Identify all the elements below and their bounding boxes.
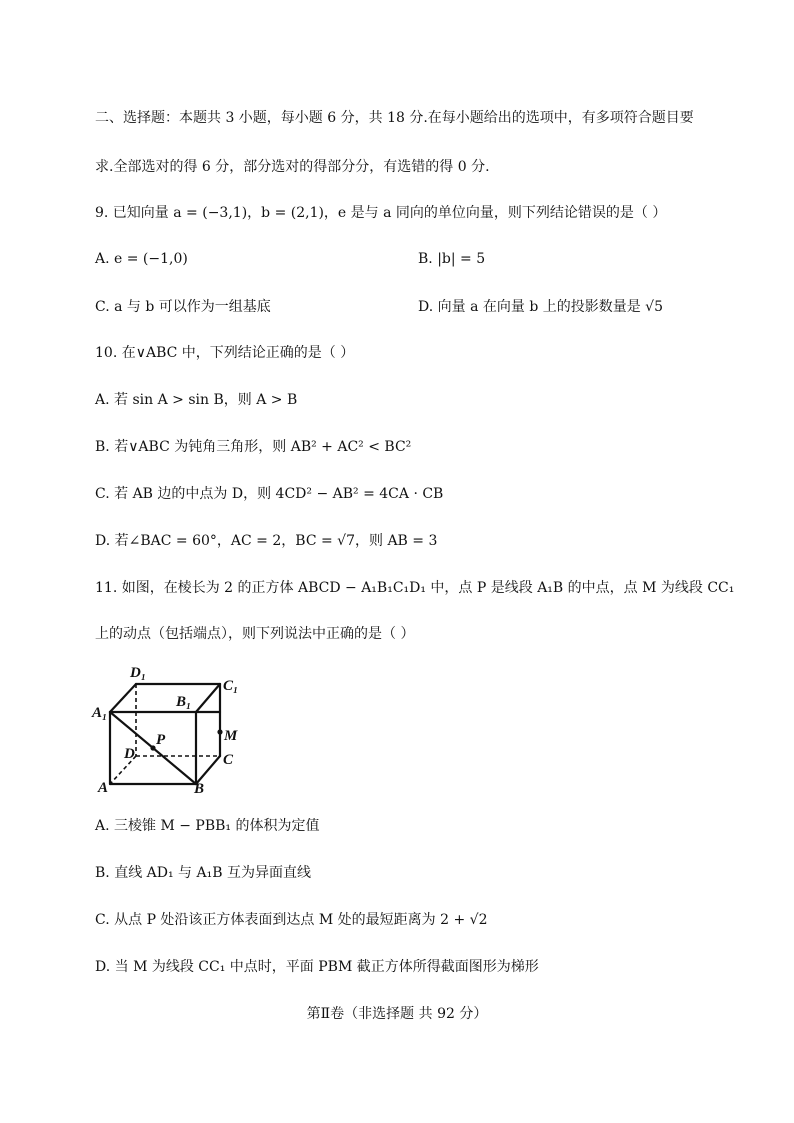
point-m-dot (217, 729, 222, 734)
label-m: M (224, 728, 238, 744)
label-b1: B₁ (176, 694, 192, 710)
q9-option-b: B. |b| = 5 (418, 251, 486, 267)
q10-option-d: D. 若∠BAC = 60°，AC = 2，BC = √7，则 AB = 3 (95, 533, 438, 549)
edge-bc (196, 756, 220, 784)
label-a: A (98, 780, 109, 795)
label-d1: D₁ (130, 665, 147, 681)
q10-option-b: B. 若∨ABC 为钝角三角形，则 AB² + AC² < BC² (95, 439, 412, 455)
q11-option-d: D. 当 M 为线段 CC₁ 中点时，平面 PBM 截正方体所得截面图形为梯形 (95, 959, 539, 975)
q9-option-d: D. 向量 a 在向量 b 上的投影数量是 √5 (418, 299, 664, 315)
edge-c1b1 (196, 684, 220, 712)
label-p: P (156, 732, 166, 748)
label-c: C (223, 752, 234, 768)
cube-figure (88, 660, 248, 795)
q10-option-c: C. 若 AB 边的中点为 D，则 4CD² − AB² = 4CA · CB (95, 486, 444, 502)
section-header-line2: 求.全部选对的得 6 分，部分选对的得部分分，有选错的得 0 分. (95, 159, 490, 175)
label-a1: A₁ (92, 705, 108, 721)
q9-stem: 9. 已知向量 a = (−3,1)，b = (2,1)，e 是与 a 同向的单位向量，则下列结论错误的是（ ） (95, 205, 667, 221)
point-p-dot (150, 745, 155, 750)
edge-a1d1 (110, 684, 136, 712)
q9-option-a: A. e = (−1,0) (95, 251, 188, 267)
q11-stem-line1: 11. 如图，在棱长为 2 的正方体 ABCD − A₁B₁C₁D₁ 中，点 P 是线段 A₁B 的中点，点 M 为线段 CC₁ (95, 580, 735, 596)
label-b: B (194, 781, 205, 795)
q11-stem-line2: 上的动点（包括端点），则下列说法中正确的是（ ） (95, 626, 415, 642)
q11-option-b: B. 直线 AD₁ 与 A₁B 互为异面直线 (95, 865, 311, 881)
q10-option-a: A. 若 sin A > sin B，则 A > B (95, 392, 298, 408)
section-header-line1: 二、选择题：本题共 3 小题，每小题 6 分，共 18 分.在每小题给出的选项中，有多项符合题目要 (95, 110, 694, 126)
section-footer: 第Ⅱ卷（非选择题 共 92 分） (306, 1006, 488, 1022)
q9-option-c: C. a 与 b 可以作为一组基底 (95, 299, 271, 315)
q11-option-a: A. 三棱锥 M − PBB₁ 的体积为定值 (95, 818, 320, 834)
label-c1: C₁ (223, 678, 239, 694)
label-d: D (124, 746, 135, 762)
q11-option-c: C. 从点 P 处沿该正方体表面到达点 M 处的最短距离为 2 + √2 (95, 912, 488, 928)
q10-stem: 10. 在∨ABC 中，下列结论正确的是（ ） (95, 345, 355, 361)
